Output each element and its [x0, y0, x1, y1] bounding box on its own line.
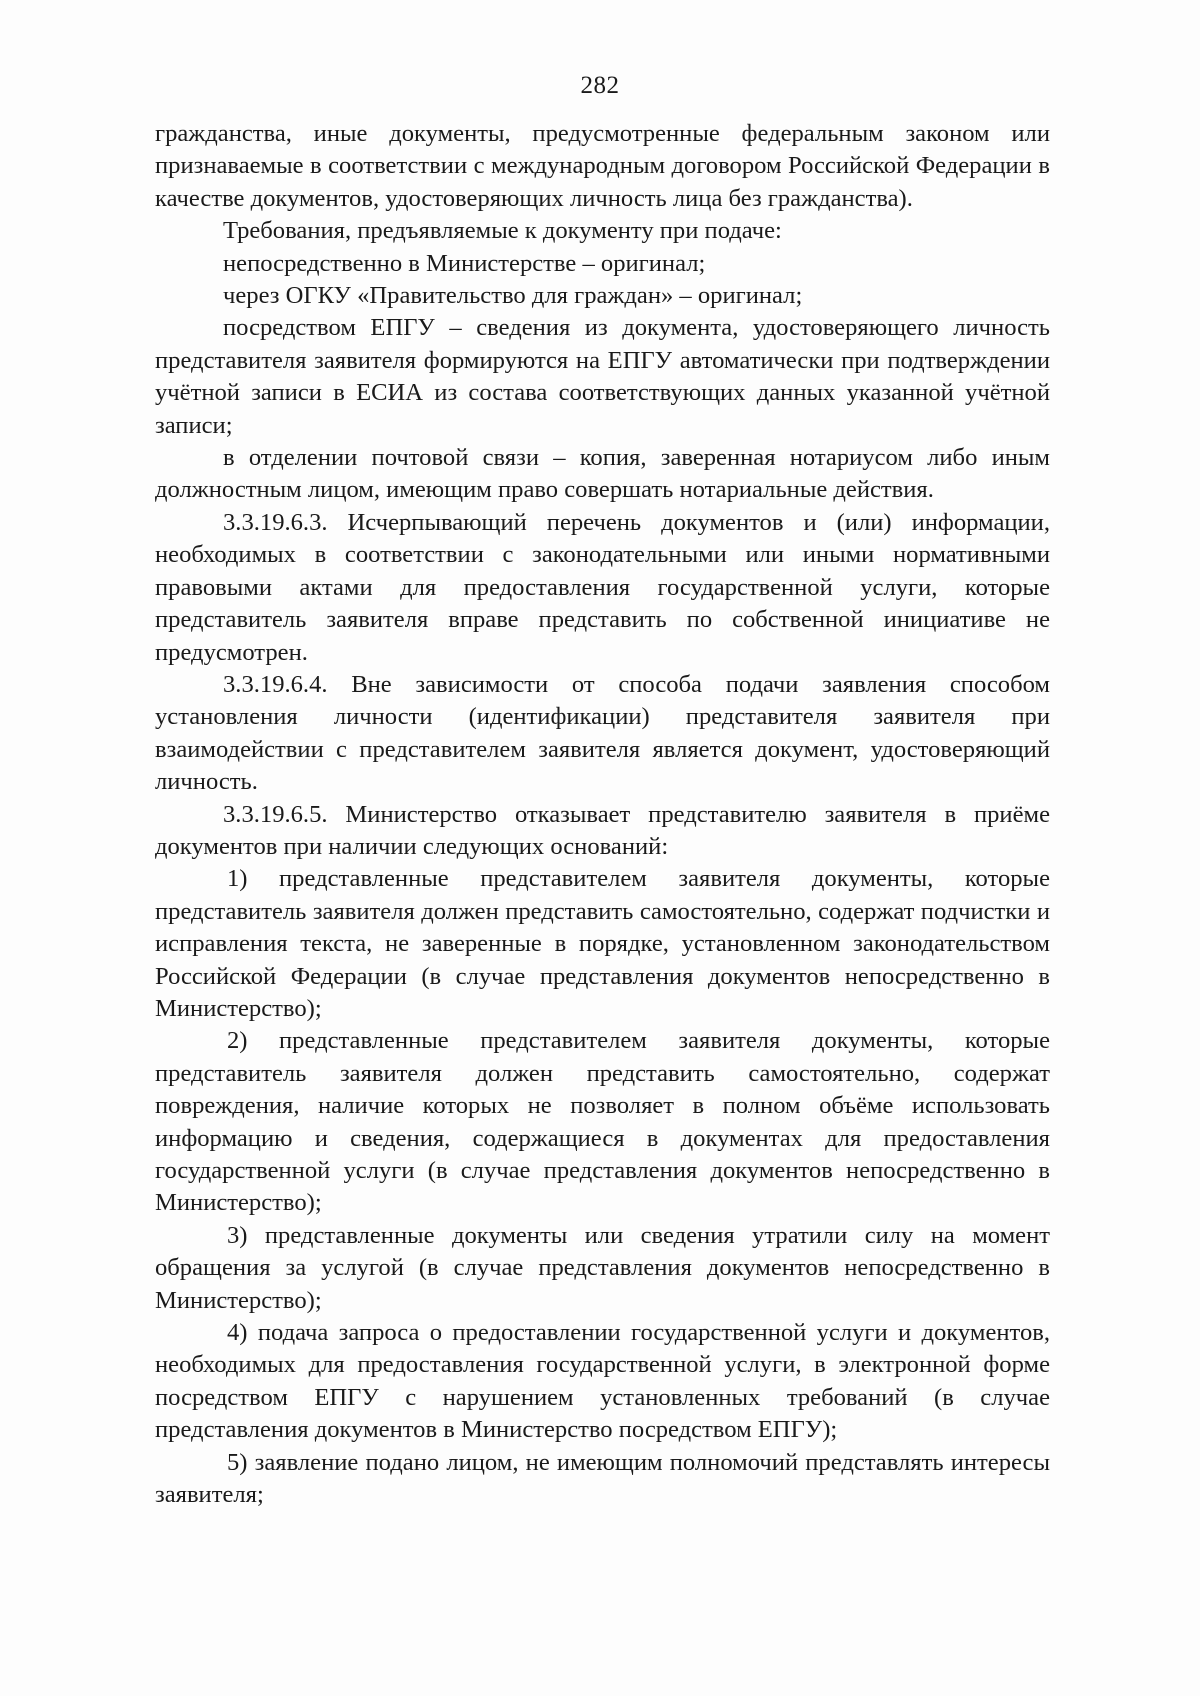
paragraph: Требования, предъявляемые к документу при подаче: — [223, 217, 782, 245]
list-item: 5) заявление подано лицом, не имеющим полномочий представлять интересы заявителя; — [155, 1448, 1050, 1509]
page-number: 282 — [580, 72, 620, 99]
paragraph: 3.3.19.6.3. Исчерпывающий перечень документов и (или) информации, необходимых в соответствии с законодательными или иными нормативными правовыми актами для предоставления государственной услуги, которые представитель заявителя вправе представить по собственной инициативе не предусмотрен. — [155, 508, 1050, 666]
paragraph: посредством ЕПГУ – сведения из документа, удостоверяющего личность представителя заявителя формируются на ЕПГУ автоматически при подтверждении учётной записи в ЕСИА из состава соответствующих данных указанной учётной записи; — [155, 314, 1050, 439]
paragraph: 3.3.19.6.4. Вне зависимости от способа подачи заявления способом установления личности (идентификации) представителя заявителя при взаимодействии с представителем заявителя является документ, удостоверяющий личность. — [155, 670, 1050, 796]
document-body — [155, 118, 1050, 1511]
paragraph: 3.3.19.6.5. Министерство отказывает представителю заявителя в приёме документов при наличии следующих оснований: — [155, 800, 1050, 860]
paragraph: в отделении почтовой связи – копия, заверенная нотариусом либо иным должностным лицом, имеющим право совершать нотариальные действия. — [155, 444, 1050, 504]
paragraph: через ОГКУ «Правительство для граждан» – оригинал; — [223, 282, 803, 310]
list-item: 3) представленные документы или сведения утратили силу на момент обращения за услугой (в случае представления документов непосредственно в Министерство); — [155, 1221, 1050, 1314]
list-item: 1) представленные представителем заявителя документы, которые представитель заявителя должен представить самостоятельно, содержат подчистки и исправления текста, не заверенные в порядке, установленном законодательством Российской Федерации (в случае представления документов непосредственно в Министерство); — [155, 865, 1050, 1022]
list-item: 2) представленные представителем заявителя документы, которые представитель заявителя должен представить самостоятельно, содержат повреждения, наличие которых не позволяет в полном объёме использовать информацию и сведения, содержащиеся в документах для предоставления государственной услуги (в случае представления документов непосредственно в Министерство); — [155, 1027, 1050, 1217]
paragraph: гражданства, иные документы, предусмотренные федеральным законом или признаваемые в соответствии с международным договором Российской Федерации в качестве документов, удостоверяющих личность лица без гражданства). — [155, 120, 1050, 212]
paragraph: непосредственно в Министерстве – оригинал; — [223, 249, 706, 277]
list-item: 4) подача запроса о предоставлении государственной услуги и документов, необходимых для предоставления государственной услуги, в электронной форме посредством ЕПГУ с нарушением установленных требований (в случае представления документов в Министерство посредством ЕПГУ); — [155, 1319, 1050, 1444]
